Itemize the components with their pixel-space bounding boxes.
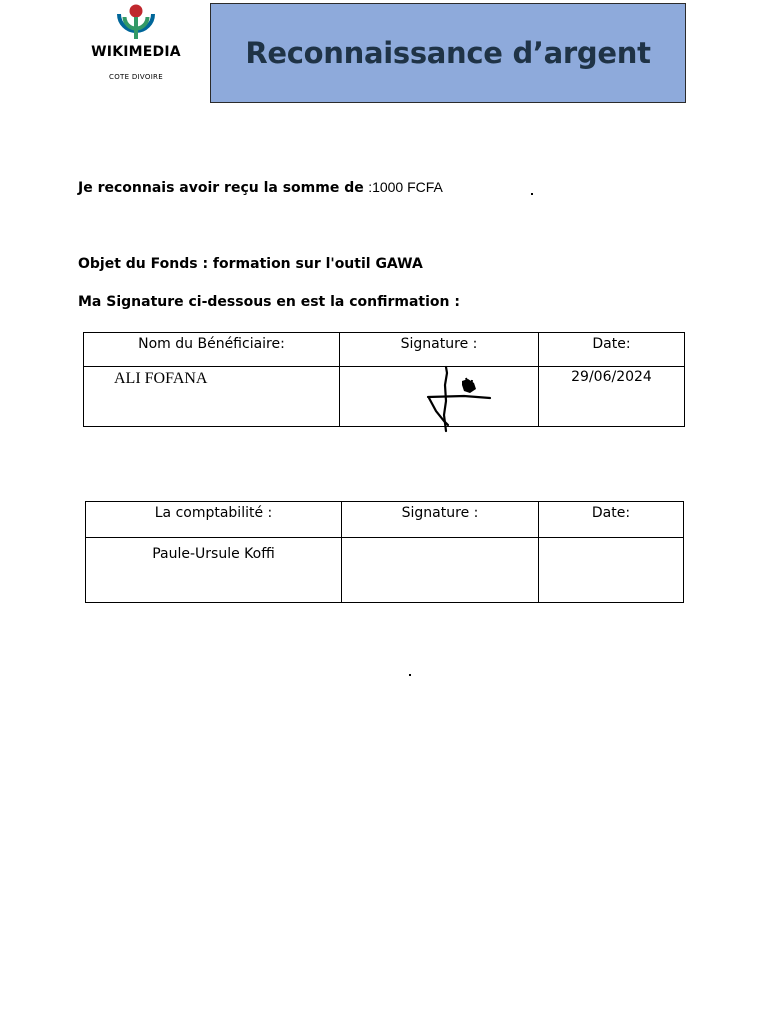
header-signature: Signature : [342, 502, 539, 538]
wikimedia-logo-icon [113, 2, 159, 42]
stray-mark [531, 193, 533, 195]
accounting-table [85, 501, 684, 603]
header-accounting: La comptabilité : [86, 502, 342, 538]
beneficiary-name-cell [84, 367, 340, 427]
header-beneficiary-name: Nom du Bénéficiaire: [84, 333, 340, 367]
confirmation-line [78, 294, 460, 310]
accountant-name: Paule-Ursule Koffi [152, 546, 275, 562]
wikimedia-logo [80, 2, 192, 98]
table-header-row [86, 502, 684, 538]
table-row [86, 538, 684, 603]
header-date: Date: [539, 333, 685, 367]
logo-subtitle: COTE DIVOIRE [109, 73, 163, 81]
received-amount: :1000 FCFA [368, 179, 443, 195]
table-row [84, 367, 685, 427]
received-label: Je reconnais avoir reçu la somme de [78, 180, 364, 196]
beneficiary-table [83, 332, 685, 427]
confirmation-label: Ma Signature ci-dessous en est la confirmation : [78, 294, 460, 310]
accountant-signature-cell [342, 538, 539, 603]
title-box [210, 3, 686, 103]
logo-name: WIKIMEDIA [91, 44, 181, 60]
accountant-date-cell [539, 538, 684, 603]
beneficiary-signature-cell [340, 367, 539, 427]
stray-mark [409, 674, 411, 676]
beneficiary-date: 29/06/2024 [571, 369, 652, 385]
header-date: Date: [539, 502, 684, 538]
object-label: Objet du Fonds : formation sur l'outil GAWA [78, 256, 423, 272]
handwritten-signature-icon [424, 365, 504, 437]
beneficiary-name: ALI FOFANA [114, 370, 208, 387]
accountant-name-cell [86, 538, 342, 603]
header-signature: Signature : [340, 333, 539, 367]
document-title: Reconnaissance d’argent [245, 36, 651, 70]
object-line [78, 256, 423, 272]
beneficiary-date-cell [539, 367, 685, 427]
table-header-row [84, 333, 685, 367]
received-line [78, 179, 443, 196]
